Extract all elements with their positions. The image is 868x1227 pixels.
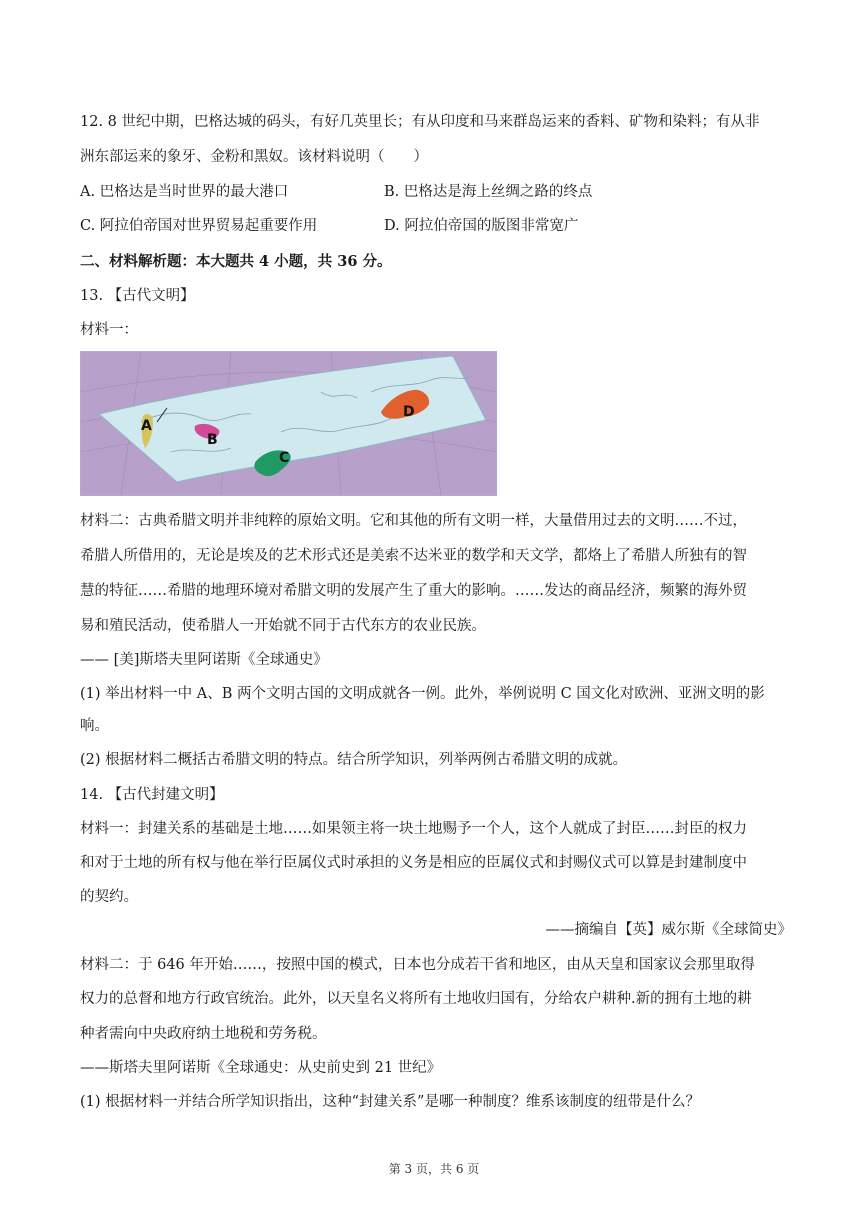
q14-material2-source: ——斯塔夫里阿诺斯《全球通史：从史前史到 21 世纪》: [80, 1060, 442, 1076]
map-label-d: D: [403, 404, 415, 420]
q14-material2-line3: 种者需向中央政府纳土地税和劳务税。: [80, 1026, 327, 1042]
section2-heading: 二、材料解析题：本大题共 4 小题，共 36 分。: [80, 253, 392, 270]
map-label-a: A: [141, 418, 152, 434]
q14-sub1: (1) 根据材料一并结合所学知识指出，这种“封建关系”是哪一种制度？维系该制度的纽带是什么？: [80, 1094, 700, 1110]
q12-stem-line1: 12. 8 世纪中期，巴格达城的码头，有好几英里长；有从印度和马来群岛运来的香料、矿物和染料；有从非: [80, 114, 760, 130]
q14-material2-line1: 材料二：于 646 年开始……，按照中国的模式，日本也分成若干省和地区，由从天皇和国家议会那里取得: [80, 957, 755, 973]
q14-material1-line3: 的契约。: [80, 889, 138, 905]
ancient-civilizations-map: [80, 351, 497, 496]
q14-material1-line1: 材料一：封建关系的基础是土地……如果领主将一块土地赐予一个人，这个人就成了封臣……封臣的权力: [80, 821, 747, 837]
q12-option-d: D. 阿拉伯帝国的版图非常宽广: [384, 218, 579, 234]
q14-material1-line2: 和对于土地的所有权与他在举行臣属仪式时承担的义务是相应的臣属仪式和封赐仪式可以算是封建制度中: [80, 855, 747, 871]
q13-sub1-line2: 响。: [80, 718, 109, 734]
q14-material1-source: ——摘编自【英】威尔斯《全球简史》: [545, 922, 792, 938]
q12-option-c: C. 阿拉伯帝国对世界贸易起重要作用: [80, 218, 318, 234]
q13-material2-line4: 易和殖民活动，使希腊人一开始就不同于古代东方的农业民族。: [80, 618, 486, 634]
q12-stem-line2: 洲东部运来的象牙、金粉和黑奴。该材料说明（ ）: [80, 149, 428, 165]
q13-sub2: (2) 根据材料二概括古希腊文明的特点。结合所学知识，列举两例古希腊文明的成就。: [80, 752, 628, 768]
q13-material2-line2: 希腊人所借用的，无论是埃及的艺术形式还是美索不达米亚的数学和天文学，都烙上了希腊人所独有的智: [80, 548, 747, 564]
q13-material2-line1: 材料二：古典希腊文明并非纯粹的原始文明。它和其他的所有文明一样，大量借用过去的文明……不过，: [80, 513, 747, 529]
q13-sub1-line1: (1) 举出材料一中 A、B 两个文明古国的文明成就各一例。此外，举例说明 C 国文化对欧洲、亚洲文明的影: [80, 686, 765, 702]
q12-option-a: A. 巴格达是当时世界的最大港口: [80, 184, 289, 200]
map-svg: [81, 352, 496, 495]
map-label-c: C: [279, 450, 290, 466]
q13-material2-line3: 慧的特征……希腊的地理环境对希腊文明的发展产生了重大的影响。……发达的商品经济，频繁的海外贸: [80, 583, 747, 599]
q14-material2-line2: 权力的总督和地方行政官统治。此外，以天皇名义将所有土地收归国有，分给农户耕种.新的拥有土地的耕: [80, 991, 752, 1007]
q13-title: 13. 【古代文明】: [80, 288, 195, 304]
q12-option-b: B. 巴格达是海上丝绸之路的终点: [384, 184, 593, 200]
page-footer: 第 3 页，共 6 页: [388, 1162, 480, 1176]
q13-material1-label: 材料一：: [80, 322, 138, 338]
q13-material2-source: —— [美]斯塔夫里阿诺斯《全球通史》: [80, 652, 328, 668]
map-label-b: B: [207, 432, 218, 448]
q14-title: 14. 【古代封建文明】: [80, 787, 224, 803]
